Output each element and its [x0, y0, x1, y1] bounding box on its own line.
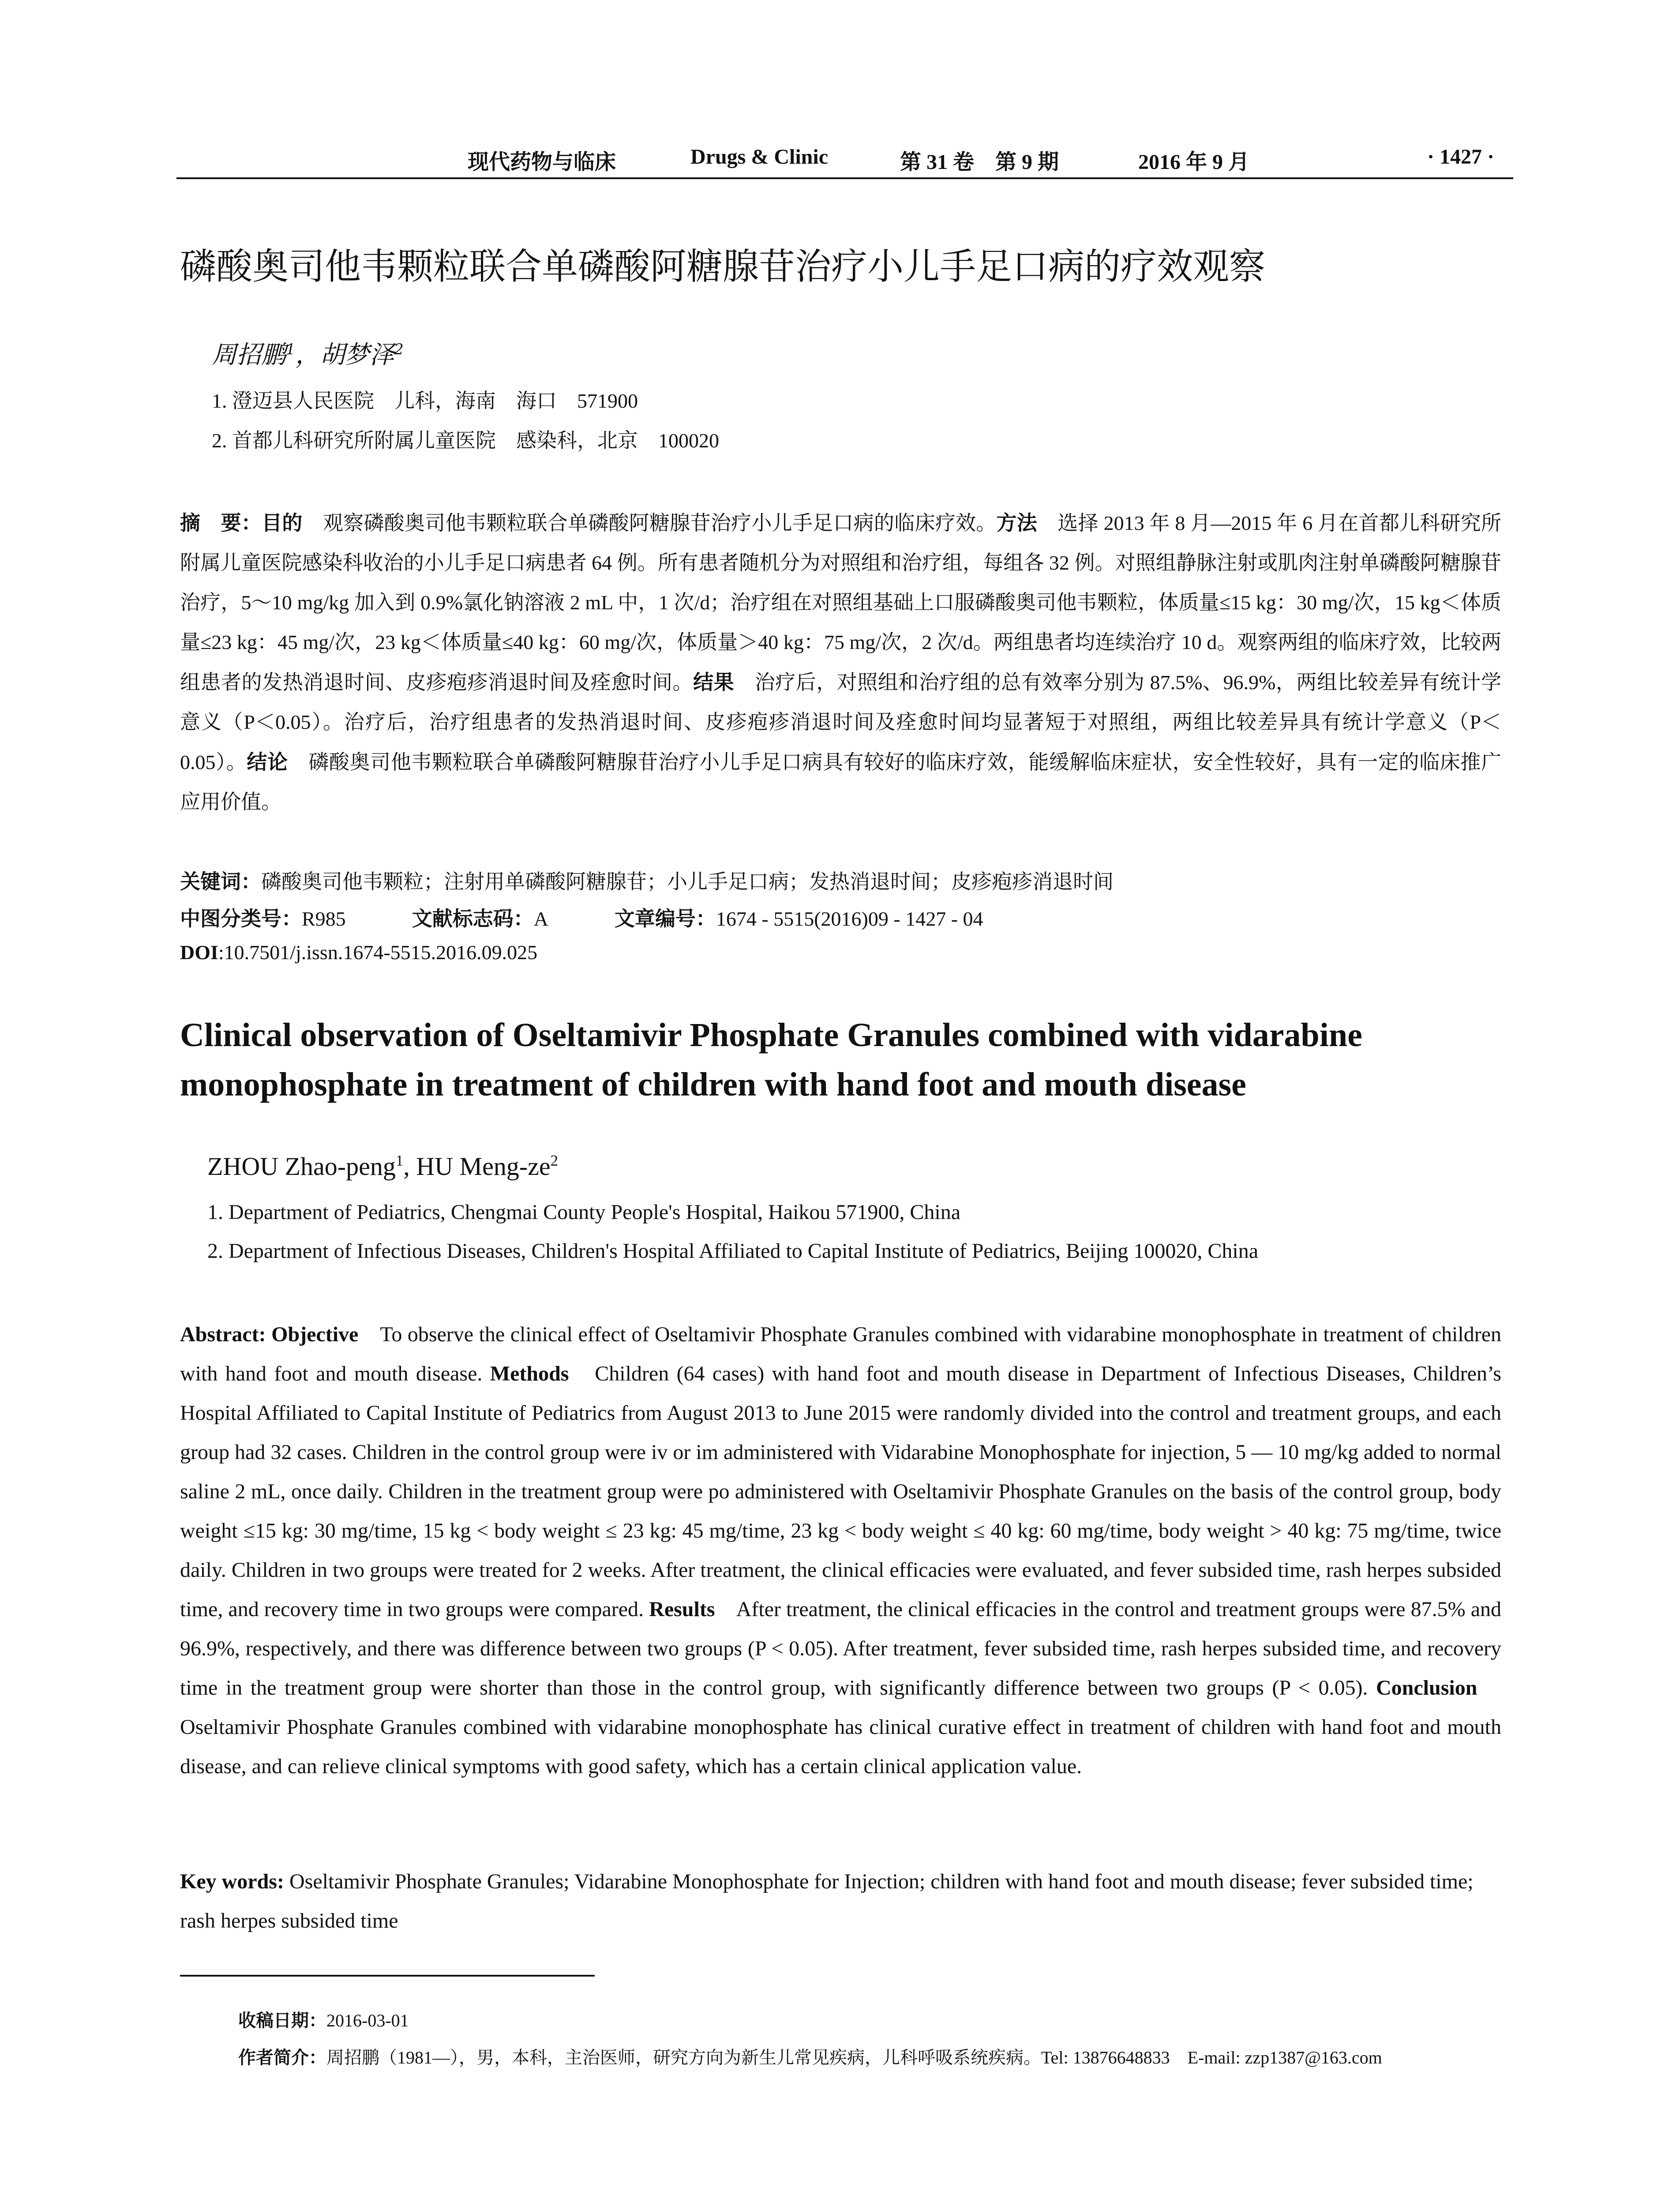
received-value: 2016-03-01: [326, 2011, 409, 2030]
objective-text: To observe the clinical effect of Oseltamivir Phosphate Granules combined with vidarabine monophosphate in treatment of children with hand foot and mouth disease.: [180, 1323, 1501, 1385]
author-bio-text: 周招鹏（1981—），男，本科，主治医师，研究方向为新生儿常见疾病，儿科呼吸系统疾病。Tel: 13876648833 E-mail: zzp1387@163.com: [326, 2048, 1382, 2067]
keywords-label: 关键词：: [180, 870, 261, 893]
classification-line: [180, 903, 983, 932]
abstract-en: [180, 1315, 1501, 1786]
objective-label: 目的: [262, 511, 303, 535]
conclusion-label: 结论: [247, 750, 288, 774]
author-bio-label: 作者简介：: [238, 2048, 326, 2068]
page-number: · 1427 ·: [1427, 145, 1495, 169]
doi-label: DOI: [180, 941, 218, 964]
methods-label: Methods: [490, 1362, 569, 1385]
issue-date: 2016 年 9 月: [1138, 150, 1250, 174]
objective-label: Objective: [271, 1323, 359, 1346]
clc-label: 中图分类号：: [180, 907, 302, 930]
author-name: 周招鹏: [212, 341, 286, 369]
authors-en: [207, 1152, 558, 1181]
doc-code-label: 文献标志码：: [412, 907, 534, 930]
methods-label: 方法: [996, 511, 1038, 535]
article-no-label: 文章编号：: [614, 907, 716, 930]
keywords-text: 磷酸奥司他韦颗粒；注射用单磷酸阿糖腺苷；小儿手足口病；发热消退时间；皮疹疱疹消退时间: [261, 870, 1114, 893]
results-label: Results: [649, 1598, 715, 1621]
keywords-label: Key words:: [180, 1870, 284, 1893]
title-en: Clinical observation of Oseltamivir Phosphate Granules combined with vidarabine monophosphate in treatment of children with hand foot and mouth disease: [180, 1017, 1362, 1103]
author-name: 胡梦泽: [320, 341, 394, 369]
received-date: [238, 2007, 409, 2032]
conclusion-text: Oseltamivir Phosphate Granules combined with vidarabine monophosphate has clinical curative effect in treatment of children with hand foot and mouth disease, and can relieve clinical symptoms with good safety, which has a certain clinical application value.: [180, 1676, 1501, 1778]
abstract-label: 摘 要：: [180, 511, 262, 535]
doi-line: [180, 941, 537, 964]
authors-cn: [212, 335, 404, 371]
methods-text: 选择 2013 年 8 月—2015 年 6 月在首都儿科研究所附属儿童医院感染科收治的小儿手足口病患者 64 例。所有患者随机分为对照组和治疗组，每组各 32 例。对照组静脉注射或肌肉注射单磷酸阿糖腺苷治疗，5～10 mg/kg 加入到 0.9%氯化钠溶液 2 mL 中，1 次/d；治疗组在对照组基础上口服磷酸奥司他韦颗粒，体质量≤15 kg：30 mg/次，15 kg＜体质量≤23 kg：45 mg/次，23 kg＜体质量≤40 kg：60 mg/次，体质量＞40 kg：75 mg/次，2 次/d。两组患者均连续治疗 10 d。观察两组的临床疗效，比较两组患者的发热消退时间、皮疹疱疹消退时间及痊愈时间。: [180, 512, 1502, 694]
title-cn: 磷酸奥司他韦颗粒联合单磷酸阿糖腺苷治疗小儿手足口病的疗效观察: [180, 246, 1266, 288]
affiliation-en-2: 2. Department of Infectious Diseases, Children's Hospital Affiliated to Capital Institute of Pediatrics, Beijing 100020, China: [207, 1239, 1258, 1263]
author-name: ZHOU Zhao-peng: [207, 1152, 396, 1181]
author-bio: [238, 2044, 1382, 2069]
affiliation-cn-1: 1. 澄迈县人民医院 儿科，海南 海口 571900: [212, 390, 638, 412]
running-header: [176, 140, 1513, 178]
conclusion-text: 磷酸奥司他韦颗粒联合单磷酸阿糖腺苷治疗小儿手足口病具有较好的临床疗效，能缓解临床症状，安全性较好，具有一定的临床推广应用价值。: [180, 751, 1502, 813]
keywords-cn: [180, 866, 1114, 895]
conclusion-label: Conclusion: [1376, 1676, 1478, 1700]
journal-name-en: Drugs & Clinic: [690, 145, 828, 169]
methods-text: Children (64 cases) with hand foot and mouth disease in Department of Infectious Diseases, Children’s Hospital Affiliated to Capital Institute of Pediatrics from August 2013 to June 2015 were randomly divided into the control and treatment groups, and each group had 32 cases. Children in the control group were iv or im administered with Vidarabine Monophosphate for injection, 5 — 10 mg/kg added to normal saline 2 mL, once daily. Children in the treatment group were po administered with Oseltamivir Phosphate Granules on the basis of the control group, body weight ≤15 kg: 30 mg/time, 15 kg < body weight ≤ 23 kg: 45 mg/time, 23 kg < body weight ≤ 40 kg: 60 mg/time, body weight > 40 kg: 75 mg/time, twice daily. Children in two groups were treated for 2 weeks. After treatment, the clinical efficacies were evaluated, and fever subsided time, rash herpes subsided time, and recovery time in two groups were compared.: [180, 1362, 1501, 1621]
doi-link[interactable]: :10.7501/j.issn.1674-5515.2016.09.025: [218, 941, 538, 964]
author-separator: ,: [403, 1152, 416, 1181]
affiliation-marker: 1: [395, 1152, 404, 1170]
results-text: 治疗后，对照组和治疗组的总有效率分别为 87.5%、96.9%，两组比较差异有统计学意义（P＜0.05）。治疗后，治疗组患者的发热消退时间、皮疹疱疹消退时间及痊愈时间均显著短于对照组，两组比较差异具有统计学意义（P＜0.05）。: [180, 671, 1502, 773]
affiliation-cn-2: 2. 首都儿科研究所附属儿童医院 感染科，北京 100020: [212, 429, 719, 452]
affiliation-en-1: 1. Department of Pediatrics, Chengmai County People's Hospital, Haikou 571900, China: [207, 1201, 961, 1224]
affiliation-marker: 1: [286, 340, 296, 358]
results-text: After treatment, the clinical efficacies in the control and treatment groups were 87.5% and 96.9%, respectively, and there was difference between two groups (P < 0.05). After treatment, fever subsided time, rash herpes subsided time, and recovery time in the treatment group were shorter than those in the control group, with significantly difference between two groups (P < 0.05).: [180, 1598, 1501, 1700]
footnote-rule: [180, 1975, 595, 1977]
affiliation-marker: 2: [394, 340, 404, 358]
author-separator: ，: [295, 341, 320, 369]
author-name: HU Meng-ze: [416, 1152, 551, 1181]
journal-name-cn: 现代药物与临床: [468, 150, 616, 174]
header-rule: [176, 177, 1513, 179]
objective-text: 观察磷酸奥司他韦颗粒联合单磷酸阿糖腺苷治疗小儿手足口病的临床疗效。: [302, 512, 997, 534]
clc-value: R985: [302, 908, 346, 930]
volume-issue: 第 31 卷 第 9 期: [900, 150, 1059, 174]
affiliation-marker: 2: [550, 1152, 559, 1170]
doc-code-value: A: [533, 908, 548, 930]
keywords-en: [180, 1862, 1501, 1940]
results-label: 结果: [693, 670, 735, 694]
keywords-text: Oseltamivir Phosphate Granules; Vidarabine Monophosphate for Injection; children with hand foot and mouth disease; fever subsided time; rash herpes subsided time: [180, 1870, 1474, 1932]
received-label: 收稿日期：: [238, 2011, 326, 2031]
abstract-cn: [180, 503, 1501, 822]
abstract-label: Abstract:: [180, 1323, 266, 1346]
article-no-value: 1674 - 5515(2016)09 - 1427 - 04: [716, 908, 983, 930]
